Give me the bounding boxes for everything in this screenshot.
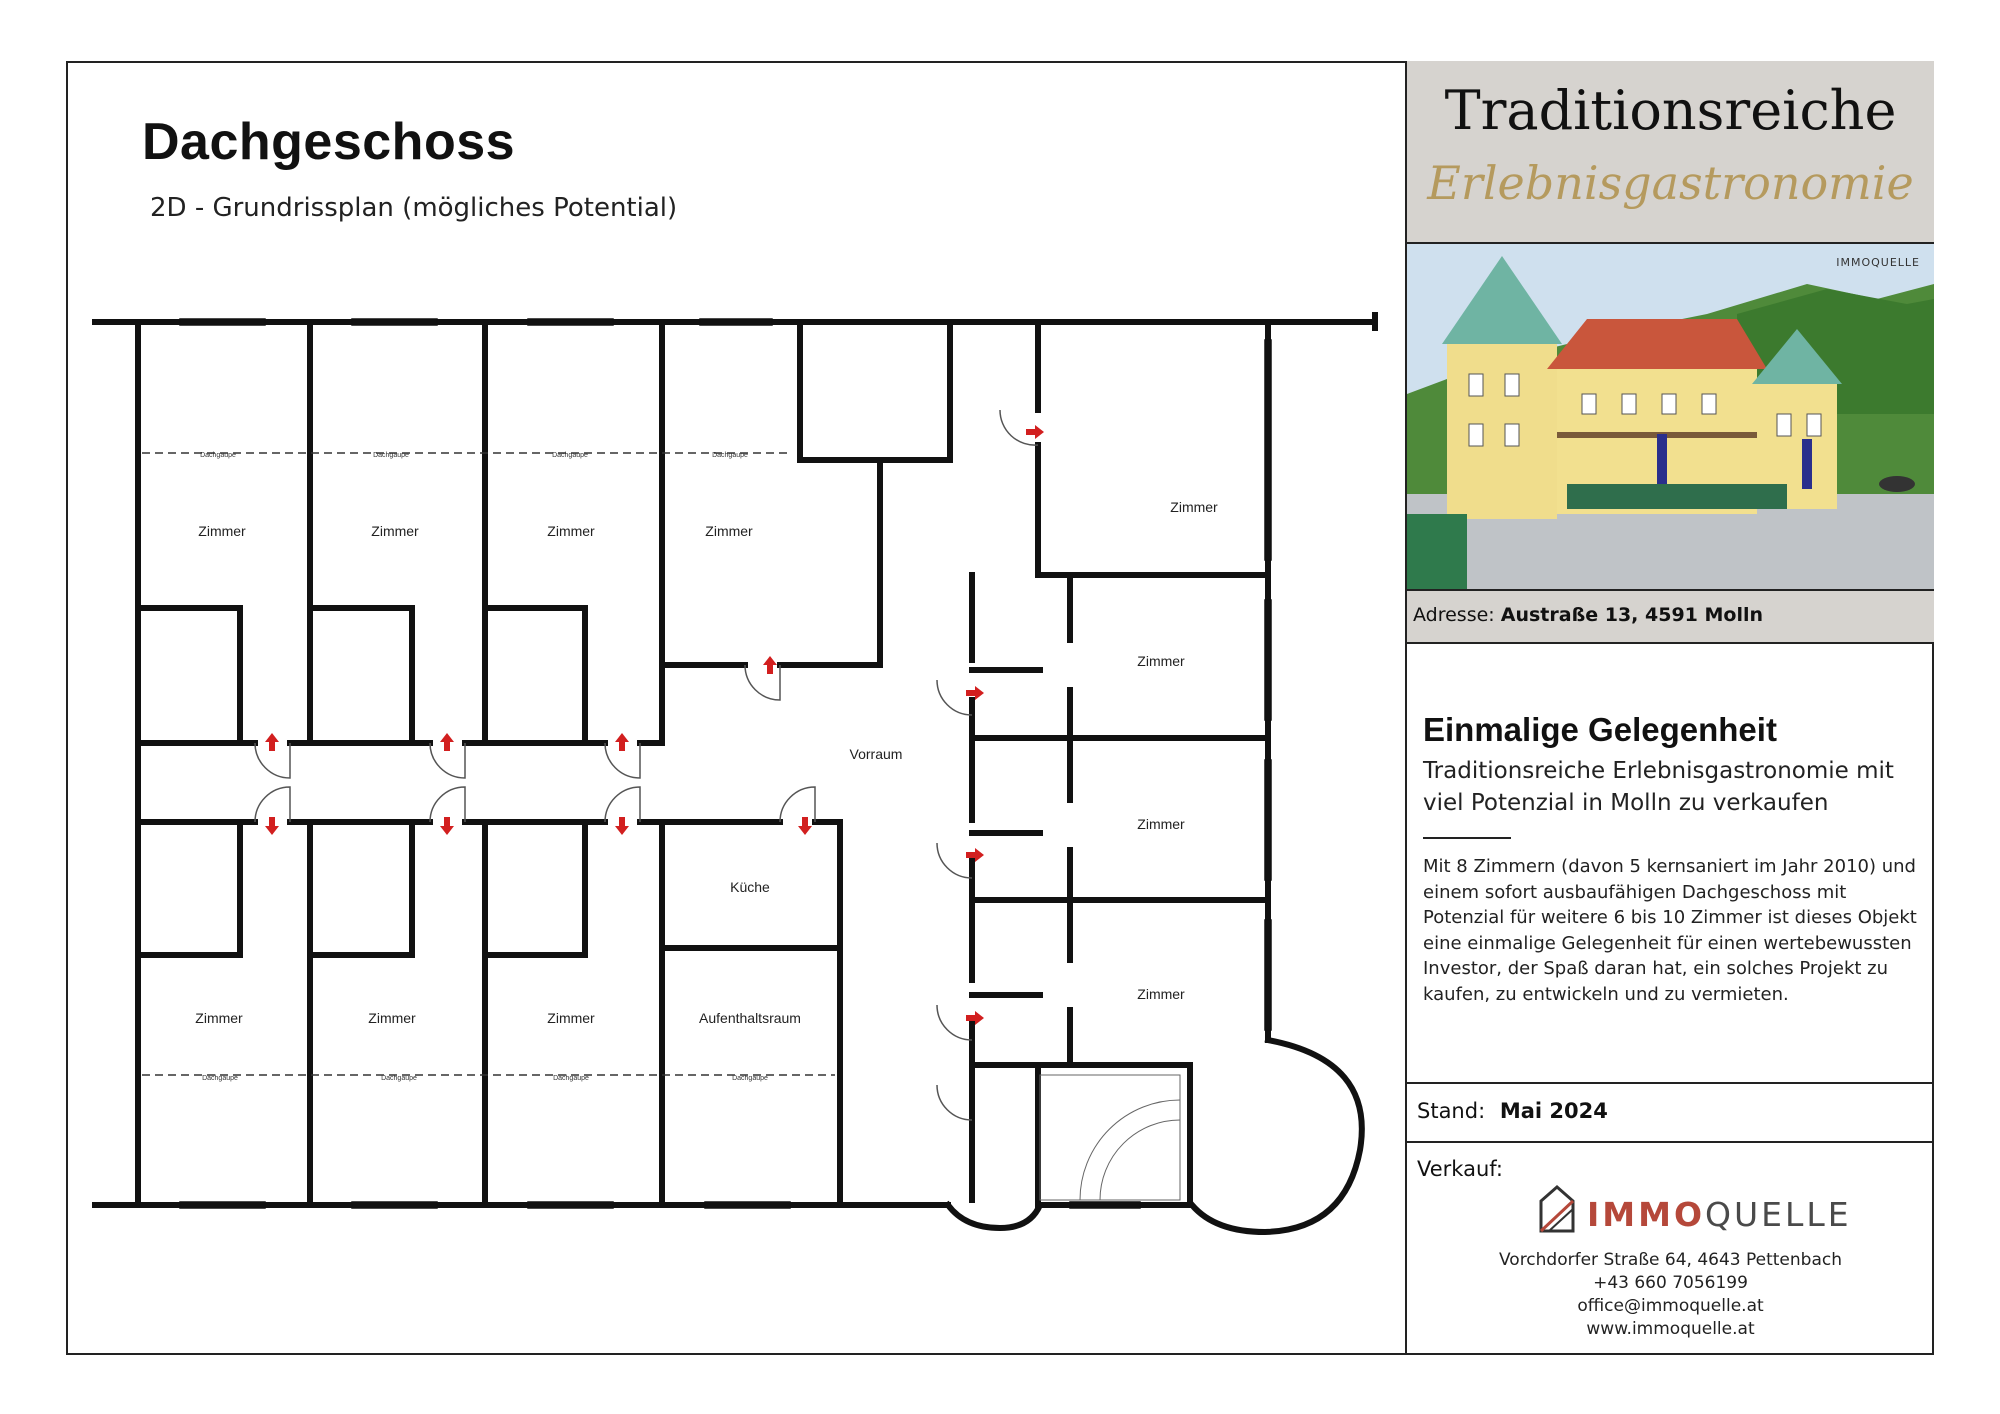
room-label-zimmer: Zimmer xyxy=(547,523,595,539)
room-label-zimmer: Zimmer xyxy=(198,523,246,539)
divider xyxy=(1423,837,1511,839)
address-label: Adresse: xyxy=(1413,604,1495,626)
divider xyxy=(1407,1082,1934,1084)
logo-text-part2: QUELLE xyxy=(1705,1195,1852,1234)
stand-value: Mai 2024 xyxy=(1499,1099,1608,1123)
verkauf-label: Verkauf: xyxy=(1417,1157,1503,1181)
stand-label: Stand: xyxy=(1417,1099,1486,1123)
logo-mark-icon xyxy=(1535,1183,1579,1235)
room-label-zimmer: Zimmer xyxy=(195,1010,243,1026)
room-label-zimmer: Zimmer xyxy=(1137,816,1185,832)
headline: Einmalige Gelegenheit xyxy=(1423,711,1777,748)
contact-address: Vorchdorfer Straße 64, 4643 Pettenbach xyxy=(1498,1250,1842,1270)
dormer-label: Dachgaupe xyxy=(381,1075,417,1082)
room-label-kueche: Küche xyxy=(730,879,770,895)
room-label-zimmer: Zimmer xyxy=(547,1010,595,1026)
brand-title-line2: Erlebnisgastronomie xyxy=(1427,156,1914,210)
company-logo xyxy=(1535,1183,1852,1243)
contact-phone[interactable]: +43 660 7056199 xyxy=(1593,1273,1748,1293)
dormer-label: Dachgaupe xyxy=(732,1075,768,1082)
floor-plan-drawing xyxy=(66,61,1405,1355)
photo-watermark-logo: IMMOQUELLE xyxy=(1836,256,1920,269)
property-photo-image xyxy=(1407,244,1934,591)
floor-plan-area xyxy=(66,61,1405,1355)
room-label-zimmer: Zimmer xyxy=(705,523,753,539)
contact-email[interactable]: office@immoquelle.at xyxy=(1577,1296,1764,1316)
divider xyxy=(1407,1141,1934,1143)
room-label-zimmer: Zimmer xyxy=(1170,499,1218,515)
room-label-aufenthaltsraum: Aufenthaltsraum xyxy=(699,1010,801,1026)
description-text: Mit 8 Zimmern (davon 5 kernsaniert im Jahr 2010) und einem sofort ausbaufähigen Dachgeschoss mit Potenzial für weitere 6 bis 10 Zimmer ist dieses Objekt eine einmalige Gelegenheit für einen wertebewussten Investor, der Spaß daran hat, ein solches Projekt zu kaufen, zu entwickeln und zu vermieten. xyxy=(1423,856,1917,1005)
room-label-zimmer: Zimmer xyxy=(368,1010,416,1026)
lead-text: Traditionsreiche Erlebnisgastronomie mit viel Potenzial in Molln zu verkaufen xyxy=(1423,758,1894,816)
address-value: Austraße 13, 4591 Molln xyxy=(1500,604,1764,626)
info-sidebar xyxy=(1405,61,1934,1355)
contact-website[interactable]: www.immoquelle.at xyxy=(1586,1319,1755,1339)
brand-title-line1: Traditionsreiche xyxy=(1444,79,1897,142)
logo-text xyxy=(1587,1195,1852,1234)
stand-row xyxy=(1417,1099,1608,1123)
plan-title: Dachgeschoss xyxy=(142,113,516,171)
dormer-label: Dachgaupe xyxy=(712,452,748,459)
property-photo xyxy=(1407,242,1934,591)
room-label-zimmer: Zimmer xyxy=(1137,986,1185,1002)
dormer-label: Dachgaupe xyxy=(552,452,588,459)
room-label-zimmer: Zimmer xyxy=(371,523,419,539)
dormer-label: Dachgaupe xyxy=(373,452,409,459)
logo-text-part1: IMMO xyxy=(1587,1195,1706,1234)
dormer-label: Dachgaupe xyxy=(202,1075,238,1082)
dormer-label: Dachgaupe xyxy=(553,1075,589,1082)
brand-header xyxy=(1407,61,1934,242)
address-bar xyxy=(1407,589,1934,644)
plan-subtitle: 2D - Grundrissplan (mögliches Potential) xyxy=(150,193,678,223)
room-label-zimmer: Zimmer xyxy=(1137,653,1185,669)
room-label-vorraum: Vorraum xyxy=(849,746,903,762)
dormer-label: Dachgaupe xyxy=(200,452,236,459)
